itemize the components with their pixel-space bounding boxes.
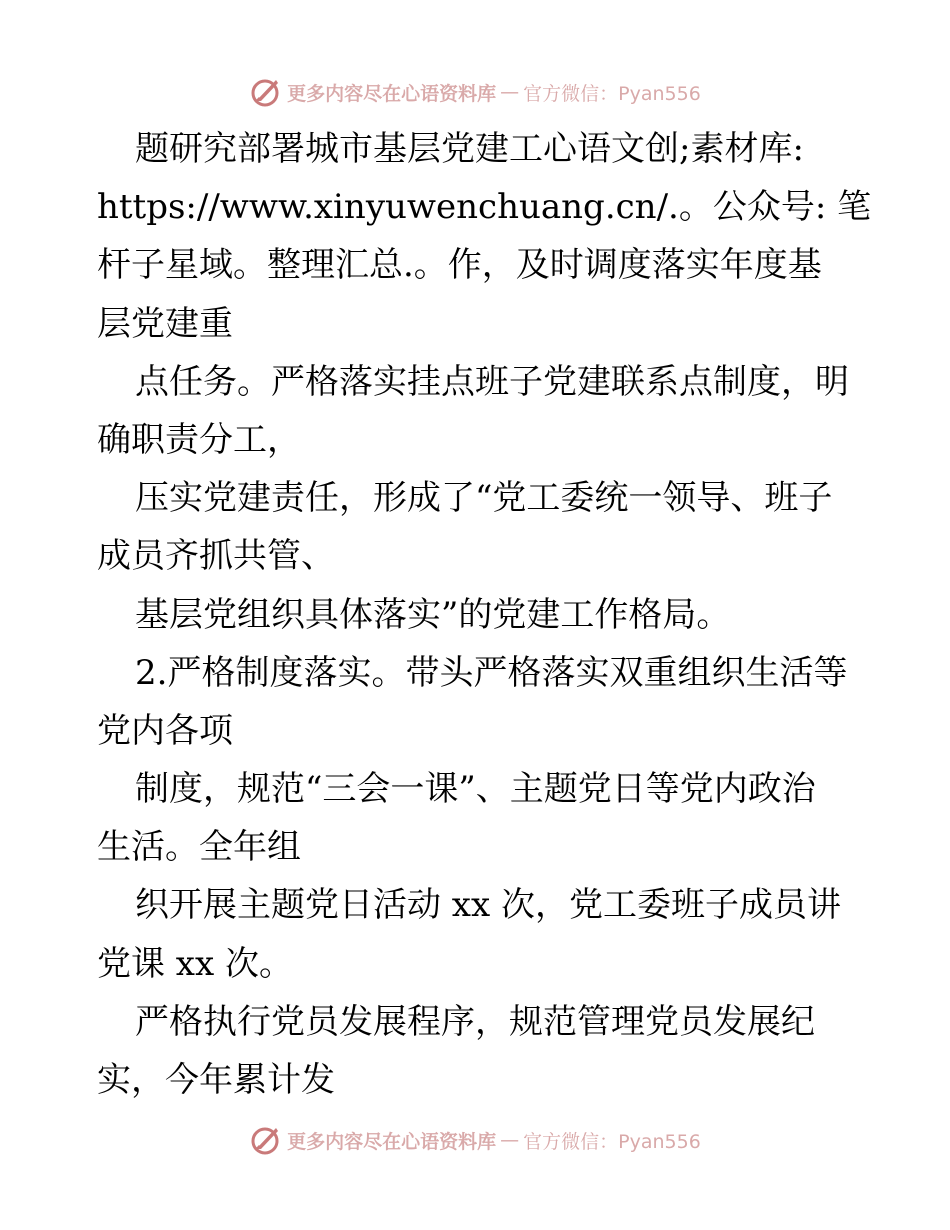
banner-sub-text: 官方微信：Pyan556 [523,1130,701,1153]
body-line: 杆子星域。整理汇总.。作，及时调度落实年度基 [97,245,822,286]
quill-circle-logo-icon [249,1123,283,1157]
body-line: 层党建重 [97,303,233,344]
body-line: 生活。全年组 [97,827,301,868]
banner-dash: — [500,81,520,103]
body-line: 实，今年累计发 [97,1060,335,1100]
body-line: 2.严格制度落实。带头严格落实双重组织生活等 [135,652,848,693]
body-line: 确职责分工， [97,419,301,460]
body-line: https://www.xinyuwenchuang.cn/.。公众号: 笔 [97,187,872,228]
body-line: 点任务。严格落实挂点班子党建联系点制度，明 [135,361,849,402]
body-line: 党课 xx 次。 [97,943,293,984]
body-line: 严格执行党员发展程序，规范管理党员发展纪 [135,1001,815,1042]
body-line: 制度，规范“三会一课”、主题党日等党内政治 [135,769,816,810]
banner-main-text: 更多内容尽在心语资料库 [287,1130,497,1153]
body-line: 织开展主题党日活动 xx 次，党工委班子成员讲 [135,885,841,926]
document-body [97,120,872,1109]
body-line: 题研究部署城市基层党建工心语文创;素材库: [135,129,804,169]
banner-main-text: 更多内容尽在心语资料库 [287,82,497,105]
body-line: 成员齐抓共管、 [97,536,335,577]
body-line: 党内各项 [97,710,233,751]
body-line: 压实党建责任，形成了“党工委统一领导、班子 [135,478,833,519]
banner-sub-text: 官方微信：Pyan556 [523,82,701,105]
quill-circle-logo-icon [249,75,283,109]
body-line: 基层党组织具体落实”的党建工作格局。 [135,594,731,635]
header-watermark-banner [0,72,950,112]
banner-dash: — [500,1129,520,1151]
footer-watermark-banner [0,1120,950,1160]
